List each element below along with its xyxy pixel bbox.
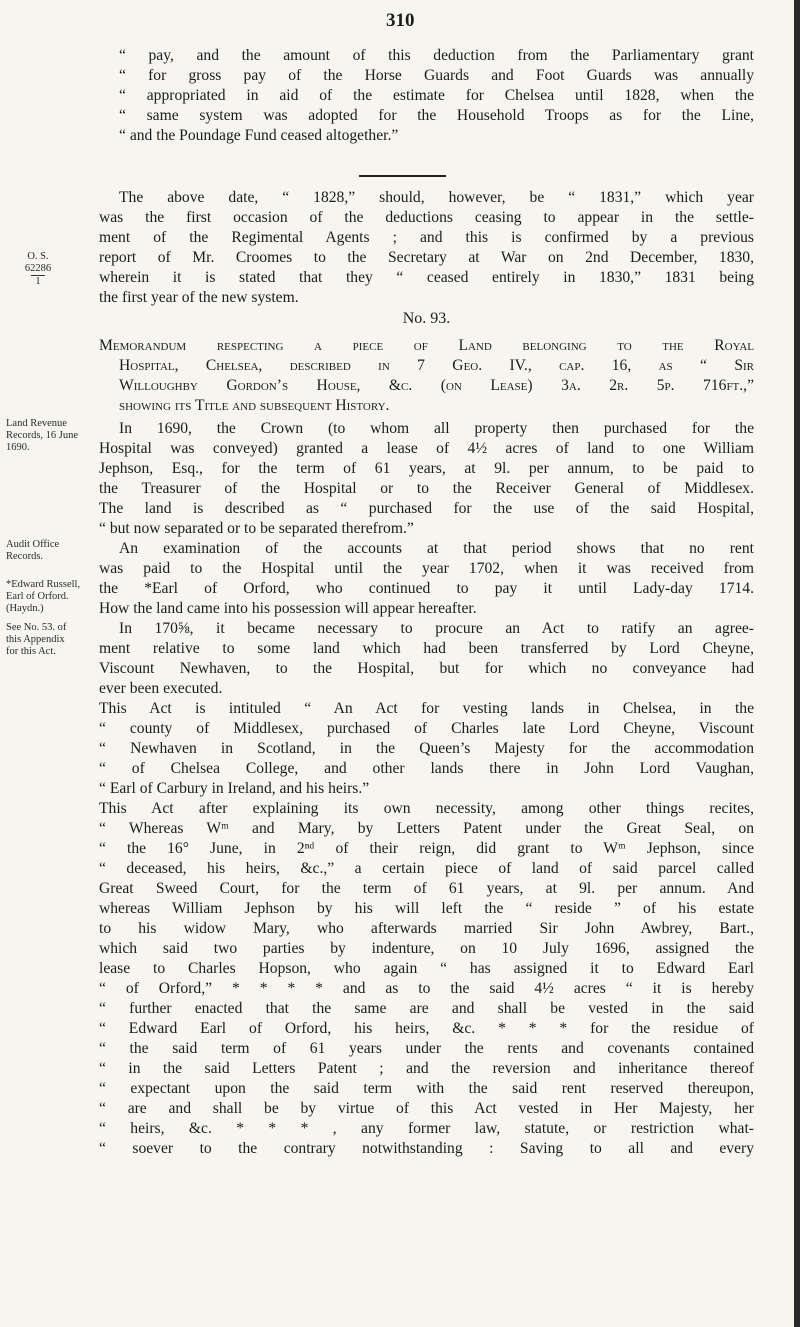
text-line: ever been executed. [99,680,223,697]
margin-note-audit-office [6,539,96,563]
margin-text: See No. 53. of [6,622,67,633]
margin-text: for this Act. [6,646,56,657]
text-line: In 1690, the Crown (to whom all property then purchased for the [119,420,754,437]
text-line: The land is described as “ purchased for the use of the said Hospital, [99,500,754,517]
text-line: How the land came into his possession will appear hereafter. [99,600,477,617]
text-line: “ expectant upon the said term with the said rent reserved thereupon, [99,1080,754,1097]
text-line: “ Newhaven in Scotland, in the Queen’s Majesty for the accommodation [99,740,754,757]
margin-note-os [16,251,60,288]
text-line: the first year of the new system. [99,289,299,306]
text-line: “ of Orford,” * * * * and as to the said 4½ acres “ it is hereby [99,980,754,997]
section-number: No. 93. [402,310,451,327]
paragraph-lease [99,419,754,539]
margin-text: 1 [35,276,41,287]
quote-paragraph [99,46,754,146]
text-line: “ the 16° June, in 2ⁿᵈ of their reign, did grant to Wᵐ Jephson, since [99,840,754,857]
margin-text: *Edward Russell, [6,579,81,590]
text-line: “ in the said Letters Patent ; and the reversion and inheritance thereof [99,1060,754,1077]
text-line: ment of the Regimental Agents ; and this is confirmed by a previous [99,229,754,246]
margin-text: Land Revenue [6,418,67,429]
text-line: “ and the Poundage Fund ceased altogether.” [119,127,399,144]
margin-text: Audit Office [6,539,60,550]
text-line: the *Earl of Orford, who continued to pay it until Lady-day 1714. [99,580,754,597]
paragraph-recitals [99,799,754,1159]
text-line: Memorandum respecting a piece of Land belonging to the Royal [99,337,754,354]
text-line: Great Sweed Court, for the term of 61 years, at 9l. per annum. And [99,880,754,897]
text-line: “ deceased, his heirs, &c.,” a certain piece of land of said parcel called [99,860,754,877]
margin-text: this Appendix [6,634,65,645]
text-line: “ the said term of 61 years under the rents and covenants contained [99,1040,754,1057]
text-line: to his widow Mary, who afterwards married Sir John Awbrey, Bart., [99,920,754,937]
text-line: The above date, “ 1828,” should, however, be “ 1831,” which year [119,189,754,206]
text-line: “ of Chelsea College, and other lands there in John Lord Vaughan, [99,760,754,777]
text-line: “ further enacted that the same are and shall be vested in the said [99,1000,754,1017]
paragraph-act-title [99,699,754,799]
section-rule [359,175,446,177]
text-line: which said two parties by indenture, on 10 July 1696, assigned the [99,940,754,957]
text-line: was paid to the Hospital until the year 1702, when it was received from [99,560,754,577]
text-line: An examination of the accounts at that period shows that no rent [119,540,754,557]
text-line: Jephson, Esq., for the term of 61 years, at 9l. per annum, to be paid to [99,460,754,477]
margin-text: O. S. [27,251,49,262]
paragraph-correction [99,188,754,308]
page-number: 310 [386,10,415,31]
text-line: ment relative to some land which had been transferred by Lord Cheyne, [99,640,754,657]
margin-note-see-appendix [6,622,96,658]
text-line: “ same system was adopted for the Household Troops as for the Line, [119,107,754,124]
margin-text: Records, 16 June [6,430,79,441]
text-line: “ for gross pay of the Horse Guards and Foot Guards was annually [119,67,754,84]
text-line: the Treasurer of the Hospital or to the Receiver General of Middlesex. [99,480,754,497]
text-line: Willoughby Gordon’s House, &c. (on Lease) 3a. 2r. 5p. 716ft.,” [119,377,754,394]
margin-text: 1690. [6,442,30,453]
text-line: “ pay, and the amount of this deduction from the Parliamentary grant [119,47,754,64]
text-line: In 170⅝, it became necessary to procure an Act to ratify an agree- [119,620,754,637]
text-line: Hospital was conveyed) granted a lease of 4½ acres of land to one William [99,440,754,457]
paragraph-act [99,619,754,699]
margin-note-land-revenue [6,418,96,454]
text-line: Hospital, Chelsea, described in 7 Geo. IV., cap. 16, as “ Sir [119,357,754,374]
margin-text: 62286 [24,263,52,274]
margin-text: Earl of Orford. [6,591,69,602]
text-line: “ soever to the contrary notwithstanding : Saving to all and every [99,1140,754,1157]
margin-text: (Haydn.) [6,603,44,614]
text-line: wherein it is stated that they “ ceased entirely in 1830,” 1831 being [99,269,754,286]
memorandum-heading [99,336,754,416]
text-line: “ but now separated or to be separated therefrom.” [99,520,414,537]
page-edge [794,0,800,1327]
margin-text: Records. [6,551,44,562]
text-line: Viscount Newhaven, to the Hospital, but for which no conveyance had [99,660,754,677]
text-line: “ Whereas Wᵐ and Mary, by Letters Patent under the Great Seal, on [99,820,754,837]
text-line: “ appropriated in aid of the estimate for Chelsea until 1828, when the [119,87,754,104]
margin-note-edward-russell [6,579,96,615]
paragraph-rent [99,539,754,619]
text-line: “ Earl of Carbury in Ireland, and his heirs.” [99,780,370,797]
text-line: “ heirs, &c. * * * , any former law, statute, or restriction what- [99,1120,754,1137]
text-line: whereas William Jephson by his will left the “ reside ” of his estate [99,900,754,917]
text-line: showing its Title and subsequent History. [119,397,390,414]
text-line: This Act after explaining its own necessity, among other things recites, [99,800,754,817]
text-line: lease to Charles Hopson, who again “ has assigned it to Edward Earl [99,960,754,977]
text-line: “ Edward Earl of Orford, his heirs, &c. * * * for the residue of [99,1020,754,1037]
text-line: “ are and shall be by virtue of this Act vested in Her Majesty, her [99,1100,754,1117]
text-line: This Act is intituled “ An Act for vesting lands in Chelsea, in the [99,700,754,717]
text-line: was the first occasion of the deductions ceasing to appear in the settle- [99,209,754,226]
text-line: report of Mr. Croomes to the Secretary at War on 2nd December, 1830, [99,249,754,266]
text-line: “ county of Middlesex, purchased of Charles late Lord Cheyne, Viscount [99,720,754,737]
